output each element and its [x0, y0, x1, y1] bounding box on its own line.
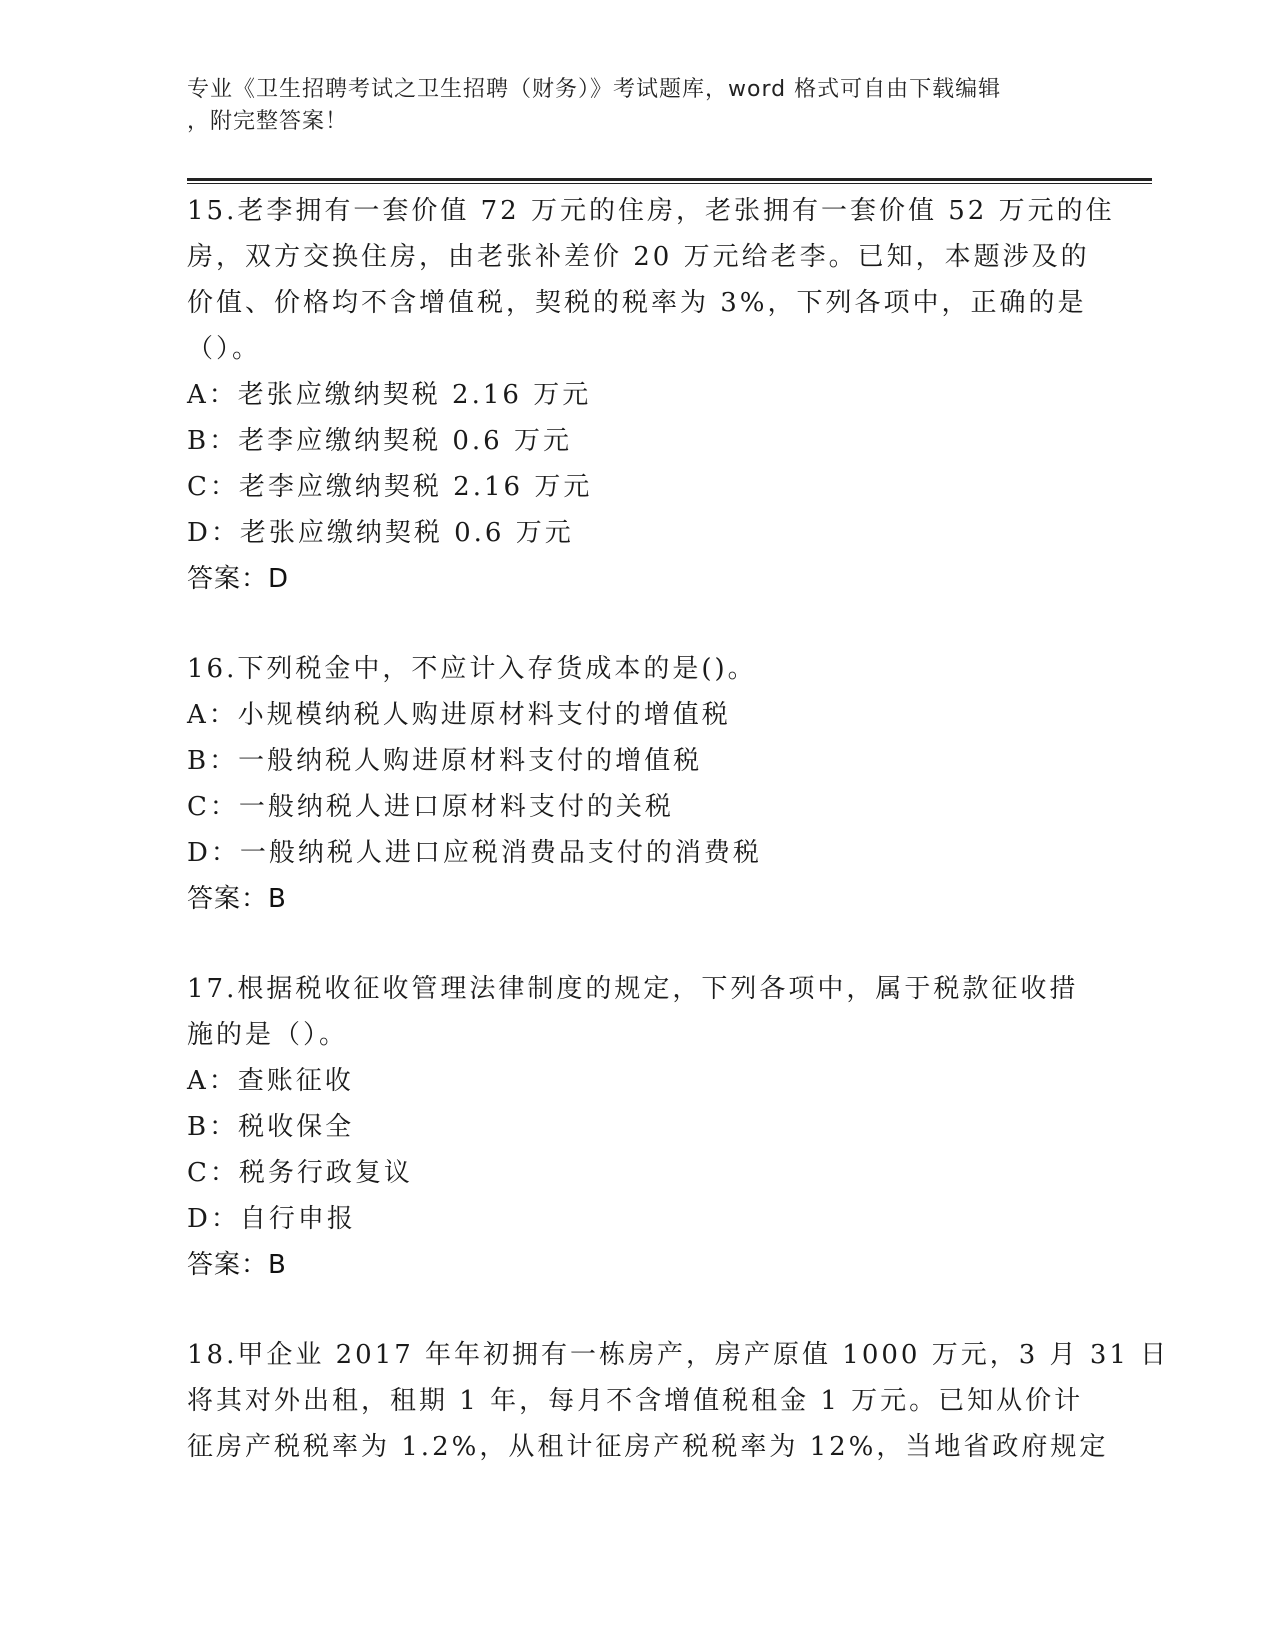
option-c: C：税务行政复议: [187, 1158, 413, 1188]
option-d: D：老张应缴纳契税 0.6 万元: [187, 518, 574, 548]
option-a: A：小规模纳税人购进原材料支付的增值税: [187, 700, 731, 730]
question-18: [187, 1332, 1170, 1470]
option-c: C：老李应缴纳契税 2.16 万元: [187, 472, 593, 502]
header-divider-thin: [187, 183, 1152, 184]
question-text-line: 房，双方交换住房，由老张补差价 20 万元给老李。已知，本题涉及的: [187, 242, 1090, 272]
option-c: C：一般纳税人进口原材料支付的关税: [187, 792, 674, 822]
question-text-line: 施的是（）。: [187, 1020, 349, 1050]
question-list: [187, 188, 1170, 1514]
option-b: B：一般纳税人购进原材料支付的增值税: [187, 746, 703, 776]
answer-line: 答案：D: [187, 564, 290, 594]
document-header: [187, 74, 1067, 138]
header-line-1: 专业《卫生招聘考试之卫生招聘（财务）》考试题库，word 格式可自由下载编辑: [187, 77, 1002, 102]
question-text-line: 18.甲企业 2017 年年初拥有一栋房产，房产原值 1000 万元，3 月 31 日: [187, 1340, 1170, 1370]
option-b: B：税收保全: [187, 1112, 355, 1142]
header-divider-thick: [187, 178, 1152, 181]
option-a: A：查账征收: [187, 1066, 354, 1096]
option-d: D：自行申报: [187, 1204, 356, 1234]
question-15: [187, 188, 1152, 602]
option-a: A：老张应缴纳契税 2.16 万元: [187, 380, 592, 410]
answer-line: 答案：B: [187, 1250, 287, 1280]
question-text-line: 价值、价格均不含增值税，契税的税率为 3%，下列各项中，正确的是: [187, 288, 1087, 318]
question-text-line: 15.老李拥有一套价值 72 万元的住房，老张拥有一套价值 52 万元的住: [187, 196, 1115, 226]
question-text-line: 将其对外出租，租期 1 年，每月不含增值税租金 1 万元。已知从价计: [187, 1386, 1084, 1416]
header-line-2: ，附完整答案！: [187, 109, 349, 134]
question-text-line: （）。: [187, 334, 262, 364]
question-16: [187, 646, 1152, 922]
answer-line: 答案：B: [187, 884, 287, 914]
question-text-line: 征房产税税率为 1.2%，从租计征房产税税率为 12%，当地省政府规定: [187, 1432, 1109, 1462]
option-d: D：一般纳税人进口应税消费品支付的消费税: [187, 838, 762, 868]
question-17: [187, 966, 1152, 1288]
question-text-line: 16.下列税金中，不应计入存货成本的是()。: [187, 654, 757, 684]
option-b: B：老李应缴纳契税 0.6 万元: [187, 426, 572, 456]
question-text-line: 17.根据税收征收管理法律制度的规定，下列各项中，属于税款征收措: [187, 974, 1079, 1004]
